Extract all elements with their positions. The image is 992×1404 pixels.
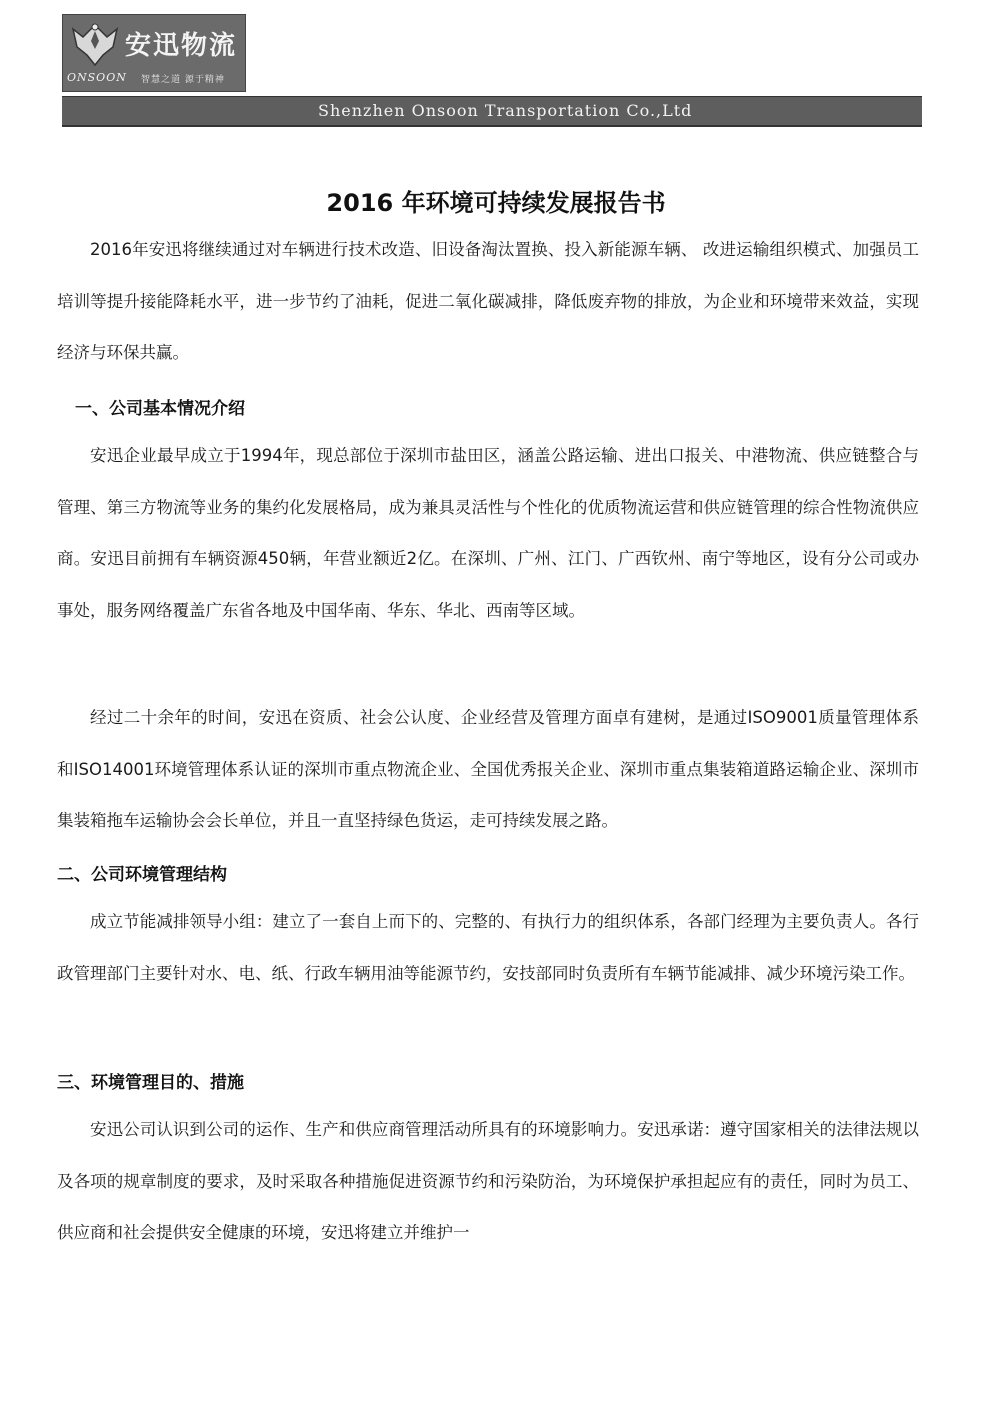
company-english-name: Shenzhen Onsoon Transportation Co.,Ltd: [318, 101, 693, 120]
section1-paragraph-1: 安迅企业最早成立于1994年，现总部位于深圳市盐田区，涵盖公路运输、进出口报关、中港物流、供应链整合与管理、第三方物流等业务的集约化发展格局，成为兼具灵活性与个性化的优质物流运营和供应链管理的综合性物流供应商。安迅目前拥有车辆资源450辆，年营业额近2亿。在深圳、广州、江门、广西钦州、南宁等地区，设有分公司或办事处，服务网络覆盖广东省各地及中国华南、华东、华北、西南等区域。: [57, 446, 919, 620]
document-title: 2016 年环境可持续发展报告书: [326, 189, 666, 217]
section2-heading: 二、公司环境管理结构: [57, 865, 227, 885]
company-logo: [62, 14, 246, 92]
intro-paragraph: 2016年安迅将继续通过对车辆进行技术改造、旧设备淘汰置换、投入新能源车辆、 改进运输组织模式、加强员工培训等提升接能降耗水平，进一步节约了油耗，促进二氧化碳减排，降低废弃物的排放，为企业和环境带来效益，实现经济与环保共赢。: [57, 240, 919, 362]
section3-paragraph-1: 安迅公司认识到公司的运作、生产和供应商管理活动所具有的环境影响力。安迅承诺：遵守国家相关的法律法规以及各项的规章制度的要求，及时采取各种措施促进资源节约和污染防治，为环境保护承担起应有的责任，同时为员工、供应商和社会提供安全健康的环境，安迅将建立并维护一: [57, 1120, 919, 1242]
winged-emblem-icon: [69, 19, 121, 69]
section2-paragraph-1: 成立节能减排领导小组：建立了一套自上而下的、完整的、有执行力的组织体系，各部门经理为主要负责人。各行政管理部门主要针对水、电、纸、行政车辆用油等能源节约，安技部同时负责所有车辆节能减排、减少环境污染工作。: [57, 912, 919, 983]
logo-slogan: 智慧之道 源于精神: [141, 75, 225, 85]
letterhead-bar: [62, 96, 922, 127]
logo-english-name: ONSOON: [67, 71, 127, 84]
section1-paragraph-2: 经过二十余年的时间，安迅在资质、社会公认度、企业经营及管理方面卓有建树，是通过ISO9001质量管理体系和ISO14001环境管理体系认证的深圳市重点物流企业、全国优秀报关企业、深圳市重点集装箱道路运输企业、深圳市集装箱拖车运输协会会长单位，并且一直坚持绿色货运，走可持续发展之路。: [57, 708, 919, 830]
section3-heading: 三、环境管理目的、措施: [57, 1073, 244, 1093]
logo-chinese-name: 安迅物流: [125, 31, 238, 61]
section1-heading: 一、公司基本情况介绍: [75, 399, 245, 419]
